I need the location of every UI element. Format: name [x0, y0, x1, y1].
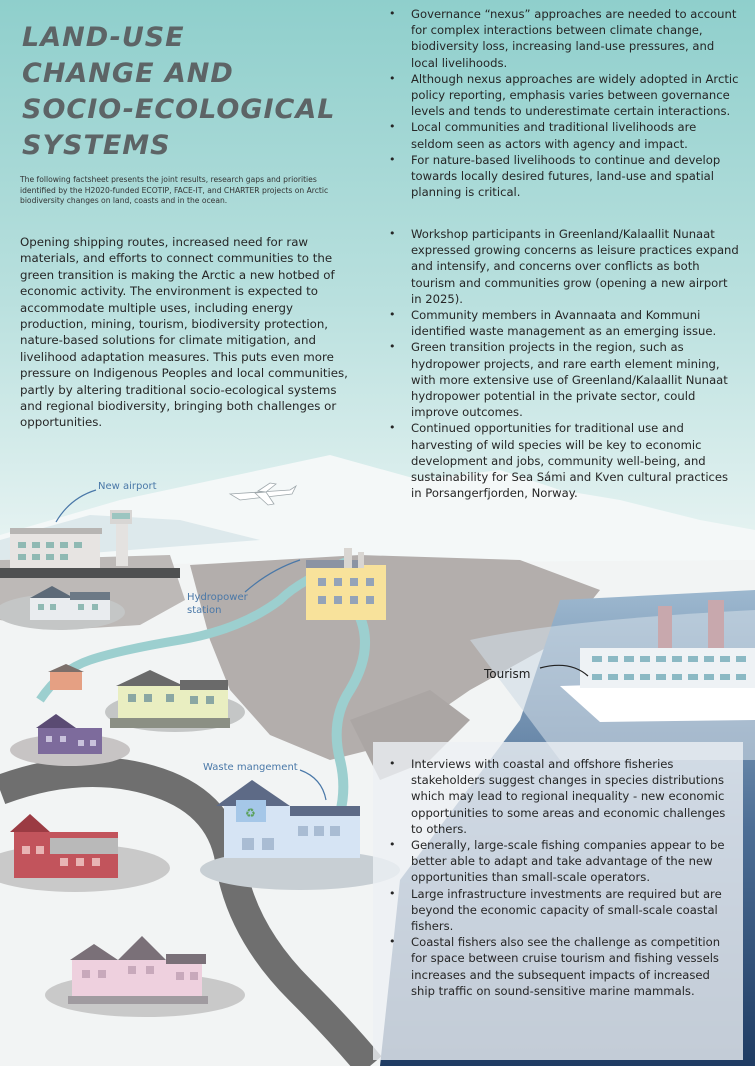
bullet-item: • Green transition projects in the region, such as hydropower projects, and rare earth element mining, with more extensive use of Greenland/Kalaallit Nunaat hydropower potential in the private sector, could improve outcomes. — [386, 339, 741, 420]
bullet-item: • Community members in Avannaata and Kommuni identified waste management as an emerging issue. — [386, 307, 741, 339]
airport-label: New airport — [98, 481, 157, 492]
workshop-bullet-list — [386, 226, 741, 501]
bullet-item: • Local communities and traditional livelihoods are seldom seen as actors with agency and impact. — [386, 119, 741, 151]
bullet-item: • Generally, large-scale fishing companies appear to be better able to adapt and take advantage of the new opportunities than small-scale operators. — [386, 837, 731, 886]
title-line: SOCIO-ECOLOGICAL — [22, 94, 336, 125]
title-line: LAND-USE — [22, 22, 185, 53]
intro-paragraph: Opening shipping routes, increased need for raw materials, and efforts to connect communities to the green transition is making the Arctic a new hotbed of economic activity. The environment is expected to accommodate multiple uses, including energy production, mining, tourism, biodiversity protection, nature-based solutions for climate mitigation, and livelihood adaptation measures. This puts even more pressure on Indigenous Peoples and local communities, partly by altering traditional socio-ecological systems and regional biodiversity, bringing both challenges or opportunities. — [20, 235, 348, 430]
bullet-item: • Workshop participants in Greenland/Kalaallit Nunaat expressed growing concerns as leisure practices expand and intensify, and concerns over conflicts as both tourism and communities grow (opening a new airport in 2025). — [386, 226, 741, 307]
governance-bullet-list — [386, 6, 741, 200]
bullet-item: • Although nexus approaches are widely adopted in Arctic policy reporting, emphasis varies between governance levels and tends to underestimate certain interactions. — [386, 71, 741, 120]
fisheries-bullet-list — [386, 756, 731, 999]
title-line: CHANGE AND — [22, 58, 234, 89]
page-title — [22, 20, 362, 164]
svg-text:♻: ♻ — [245, 806, 256, 820]
bullet-item: • Coastal fishers also see the challenge as competition for space between cruise tourism and fishing vessels increases and the subsequent impacts of increased ship traffic on sound-sensitive marine mammals. — [386, 934, 731, 999]
bullet-item: • For nature-based livelihoods to continue and develop towards locally desired futures, land-use and spatial planning is critical. — [386, 152, 741, 201]
intro-summary: The following factsheet presents the joint results, research gaps and priorities identified by the H2020-funded ECOTIP, FACE-IT, and CHARTER projects on Arctic biodiversity changes on land, coasts and in the ocean. — [20, 175, 329, 206]
title-line: SYSTEMS — [22, 130, 171, 161]
waste-management-label: Waste mangement — [203, 762, 298, 773]
bullet-item: • Interviews with coastal and offshore fisheries stakeholders suggest changes in species distributions which may lead to regional inequality - new economic opportunities to some areas and economic challenges to others. — [386, 756, 731, 837]
bullet-item: • Large infrastructure investments are required but are beyond the economic capacity of small-scale coastal fishers. — [386, 886, 731, 935]
tourism-label: Tourism — [484, 667, 531, 681]
bullet-item: • Continued opportunities for traditional use and harvesting of wild species will be key to economic development and jobs, community well-being, and sustainability for Sea Sámi and Kven cultural practices in Porsangerfjorden, Norway. — [386, 420, 741, 501]
hydropower-label: Hydropower station — [187, 592, 248, 616]
bullet-item: • Governance “nexus” approaches are needed to account for complex interactions between climate change, biodiversity loss, increasing land-use pressures, and local livelihoods. — [386, 6, 741, 71]
